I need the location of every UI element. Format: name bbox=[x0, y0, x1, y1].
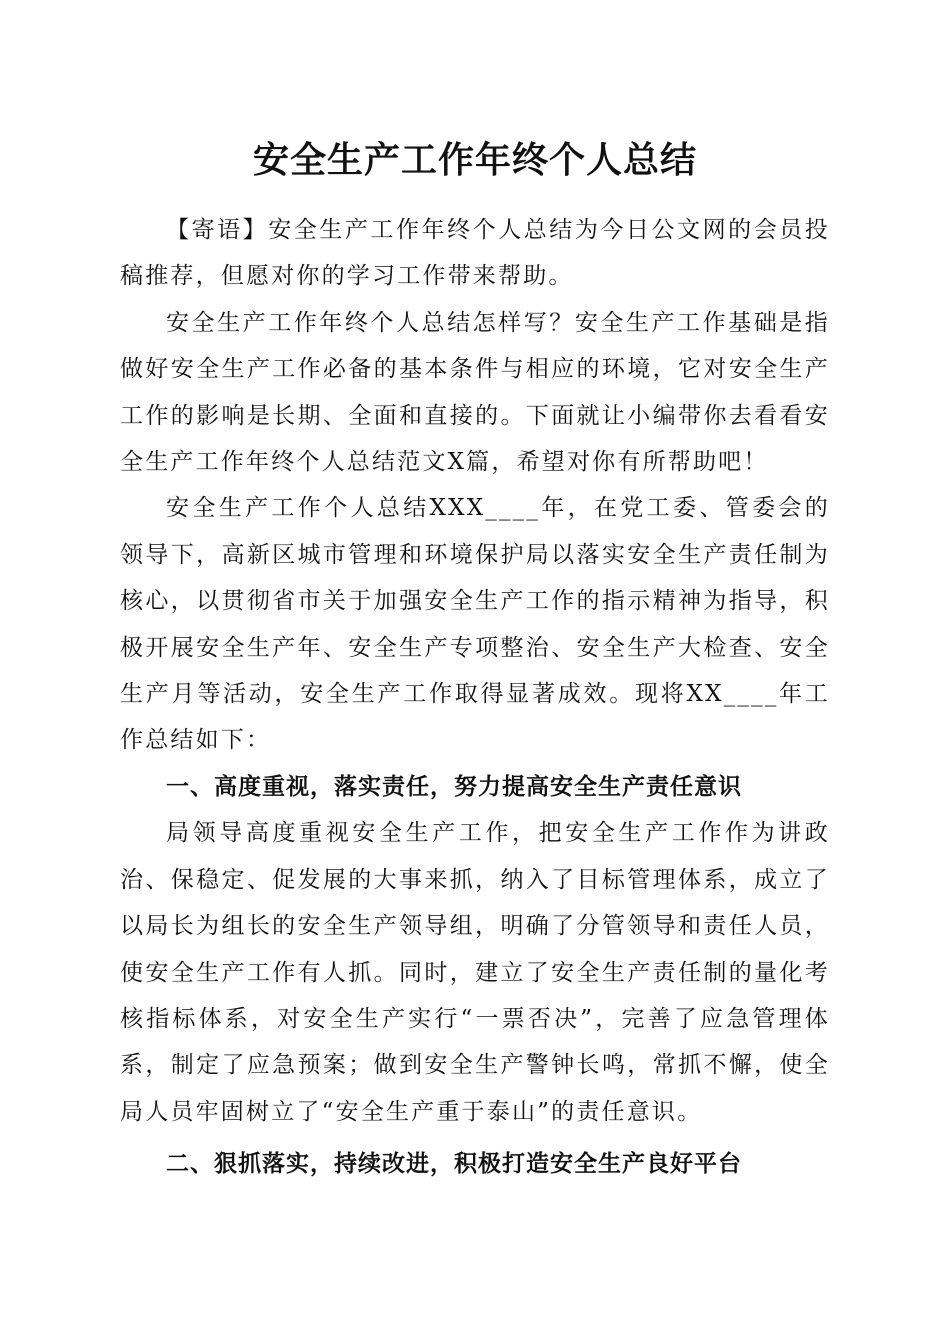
document-body bbox=[120, 207, 830, 1188]
document-title: 安全生产工作年终个人总结 bbox=[252, 139, 697, 181]
section-1-paragraph: 局领导高度重视安全生产工作，把安全生产工作作为讲政治、保稳定、促发展的大事来抓，纳入了目标管理体系，成立了以局长为组长的安全生产领导组，明确了分管领导和责任人员，使安全生产工作有人抓。同时，建立了安全生产责任制的量化考核指标体系，对安全生产实行“一票否决”，完善了应急管理体系，制定了应急预案；做到安全生产警钟长鸣，常抓不懈，使全局人员牢固树立了“安全生产重于泰山”的责任意识。 bbox=[120, 820, 830, 1125]
intro-paragraph: 安全生产工作年终个人总结怎样写？安全生产工作基础是指做好安全生产工作必备的基本条件与相应的环境，它对安全生产工作的影响是长期、全面和直接的。下面就让小编带你去看看安全生产工作年终个人总结范文X篇，希望对你有所帮助吧！ bbox=[120, 309, 830, 476]
foreword-paragraph: 【寄语】安全生产工作年终个人总结为今日公文网的会员投稿推荐，但愿对你的学习工作带来帮助。 bbox=[120, 217, 830, 290]
section-2-heading: 二、狠抓落实，持续改进，积极打造安全生产良好平台 bbox=[166, 1151, 742, 1178]
summary-paragraph: 安全生产工作个人总结XXX____年，在党工委、管委会的领导下，高新区城市管理和环境保护局以落实安全生产责任制为核心，以贯彻省市关于加强安全生产工作的指示精神为指导，积极开展安全生产年、安全生产专项整治、安全生产大检查、安全生产月等活动，安全生产工作取得显著成效。现将XX____年工作总结如下： bbox=[120, 495, 830, 754]
section-1-heading: 一、高度重视，落实责任，努力提高安全生产责任意识 bbox=[166, 773, 742, 800]
